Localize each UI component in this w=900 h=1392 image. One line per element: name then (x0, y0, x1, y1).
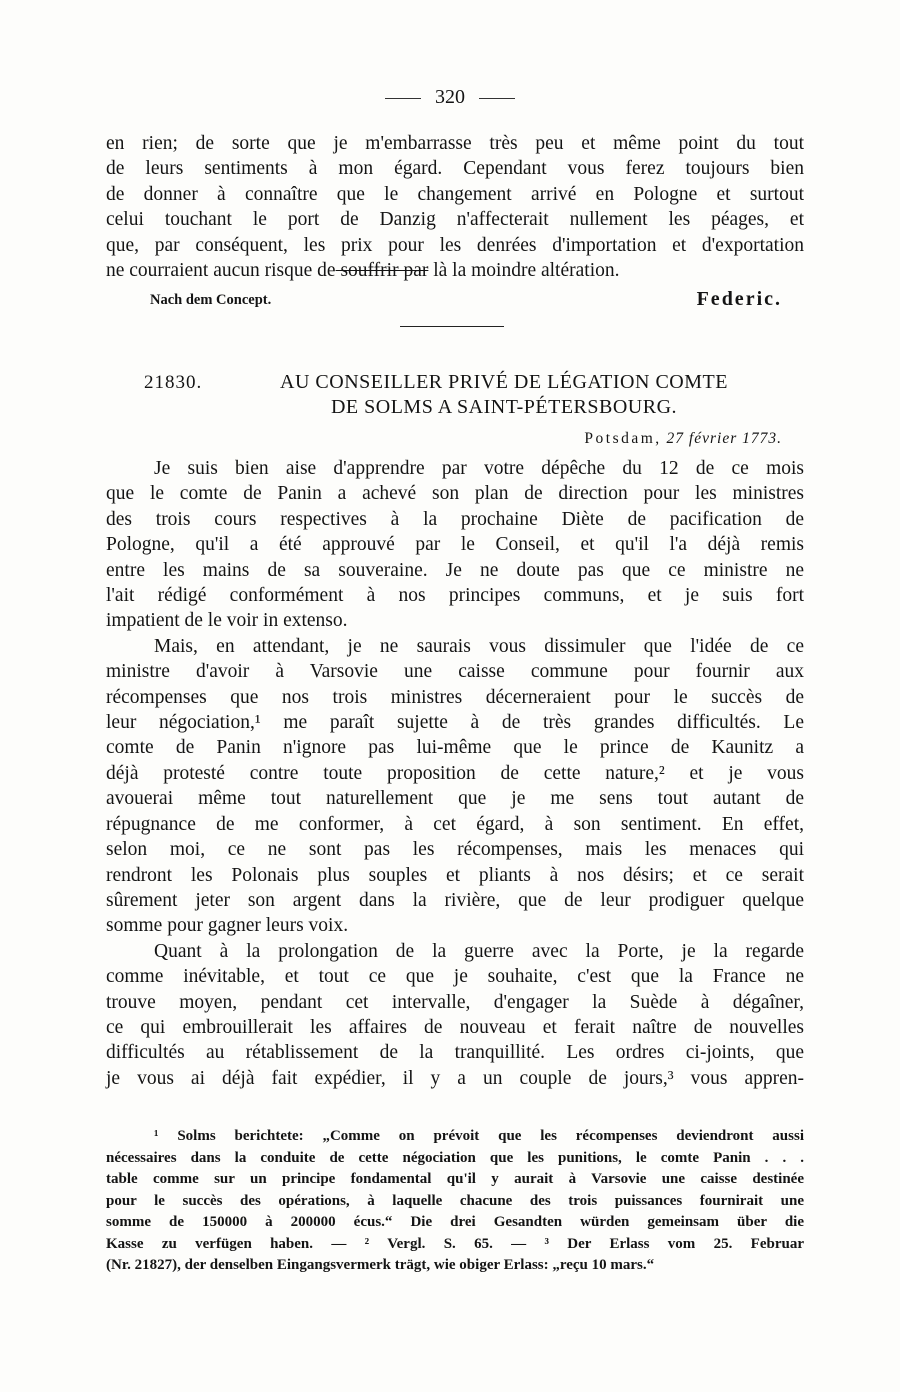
text-fragment: ne courraient aucun risque de (106, 260, 336, 282)
footnote-line: (Nr. 21827), der denselben Eingangsvermerk trägt, wie obiger Erlass: „reçu 10 mars.“ (106, 1257, 655, 1273)
signature-row (150, 288, 782, 314)
letter-heading-line: DE SOLMS A SAINT-PÉTERSBOURG. (330, 396, 678, 418)
dateline-date: 27 février 1773. (666, 430, 782, 447)
letter-heading-line: AU CONSEILLER PRIVÉ DE LÉGATION COMTE (280, 371, 728, 393)
text-line: selon moi, ce ne sont pas les récompenses, mais les menaces qui (106, 839, 804, 861)
text-line: déjà protesté contre toute proposition de cette nature,² et je vous (106, 762, 804, 784)
letter-number: 21830. (144, 372, 203, 393)
text-line: des trois cours respectives à la prochaine Diète de pacification de (106, 508, 804, 530)
source-note: Nach dem Concept. (150, 292, 272, 308)
footnote-line: ¹ Solms berichtete: „Comme on prévoit que les récompenses deviendront aussi (154, 1128, 804, 1144)
struck-text: souffrir par (335, 260, 429, 282)
letter-heading (230, 370, 778, 420)
text-line: celui touchant le port de Danzig n'affecterait nullement les péages, et (106, 209, 804, 231)
text-line: je vous ai déjà fait expédier, il y a un couple de jours,³ vous appren- (106, 1067, 804, 1089)
text-line: impatient de le voir in extenso. (106, 610, 348, 632)
text-line: répugnance de me conformer, à cet égard, à son sentiment. En effet, (106, 813, 804, 835)
page-number-text: 320 (435, 86, 465, 108)
page-number (0, 86, 900, 109)
footnotes (106, 1126, 804, 1277)
dateline-place: Potsdam, (584, 430, 662, 447)
text-line: leur négociation,¹ me paraît sujette à de très grandes difficultés. Le (106, 712, 804, 734)
page-number-rule-right (479, 98, 515, 99)
text-line: comte de Panin n'ignore pas lui-même que le prince de Kaunitz a (106, 737, 804, 759)
text-line: sûrement jeter son argent dans la rivière, que de leur prodiguer quelque (106, 889, 804, 911)
text-line: avouerai même tout naturellement que je me sens tout autant de (106, 788, 804, 810)
text-line: que le comte de Panin a achevé son plan de direction pour les ministres (106, 483, 804, 505)
text-line: récompenses que nos trois ministres décerneraient pour le succès de (106, 686, 804, 708)
text-line: entre les mains de sa souveraine. Je ne doute pas que ce ministre ne (106, 559, 804, 581)
text-line: l'ait rédigé conformément à nos principes communs, et je suis fort (106, 585, 804, 607)
text-line: Je suis bien aise d'apprendre par votre dépêche du 12 de ce mois (154, 458, 804, 479)
text-line: Mais, en attendant, je ne saurais vous dissimuler que l'idée de ce (154, 635, 804, 657)
text-line: Quant à la prolongation de la guerre avec la Porte, je la regarde (154, 940, 804, 962)
text-line: trouve moyen, pendant cet intervalle, d'engager la Suède à dégaîner, (106, 991, 804, 1013)
footnote-line: Kasse zu verfügen haben. — ² Vergl. S. 65. — ³ Der Erlass vom 25. Februar (106, 1235, 804, 1252)
text-line (106, 258, 804, 283)
footnote-line: nécessaires dans la conduite de cette négociation que les punitions, le comte Panin . . . (106, 1149, 804, 1166)
text-line: comme inévitable, et tout ce que je souhaite, c'est que la France ne (106, 966, 804, 988)
footnote-line: table comme sur un principe fondamental qu'il y aurait à Varsovie une caisse destinée (106, 1171, 804, 1187)
text-line: difficultés au rétablissement de la tranquillité. Les ordres ci-joints, que (106, 1042, 804, 1064)
footnote-line: pour le succès des opérations, à laquelle chacune des trois puissances fournirait une (106, 1192, 804, 1209)
text-line: de leurs sentiments à mon égard. Cependant vous ferez toujours bien (106, 158, 804, 180)
text-line: ce qui embrouillerait les affaires de nouveau et ferait naître de nouvelles (106, 1016, 804, 1038)
dateline (584, 430, 782, 448)
text-line: Pologne, qu'il a été approuvé par le Conseil, et qu'il l'a déjà remis (106, 534, 804, 556)
continuation-text (106, 131, 804, 283)
text-line: somme pour gagner leurs voix. (106, 915, 349, 937)
letter-body (106, 456, 804, 1091)
signature-name: Federic. (696, 288, 782, 310)
text-line: de donner à connaître que le changement arrivé en Pologne et surtout (106, 183, 804, 205)
text-line: en rien; de sorte que je m'embarrasse très peu et même point du tout (106, 133, 804, 154)
text-line: rendront les Polonais plus souples et pliants à nos désirs; et ce serait (106, 864, 804, 886)
text-line: que, par conséquent, les prix pour les denrées d'importation et d'exportation (106, 234, 804, 256)
section-divider (400, 326, 504, 327)
text-line: ministre d'avoir à Varsovie une caisse commune pour fournir aux (106, 661, 804, 683)
footnote-line: somme de 150000 à 200000 écus.“ Die drei Gesandten würden gemeinsam über die (106, 1214, 804, 1230)
text-fragment: là la moindre altération. (428, 260, 620, 282)
page-number-rule-left (385, 98, 421, 99)
